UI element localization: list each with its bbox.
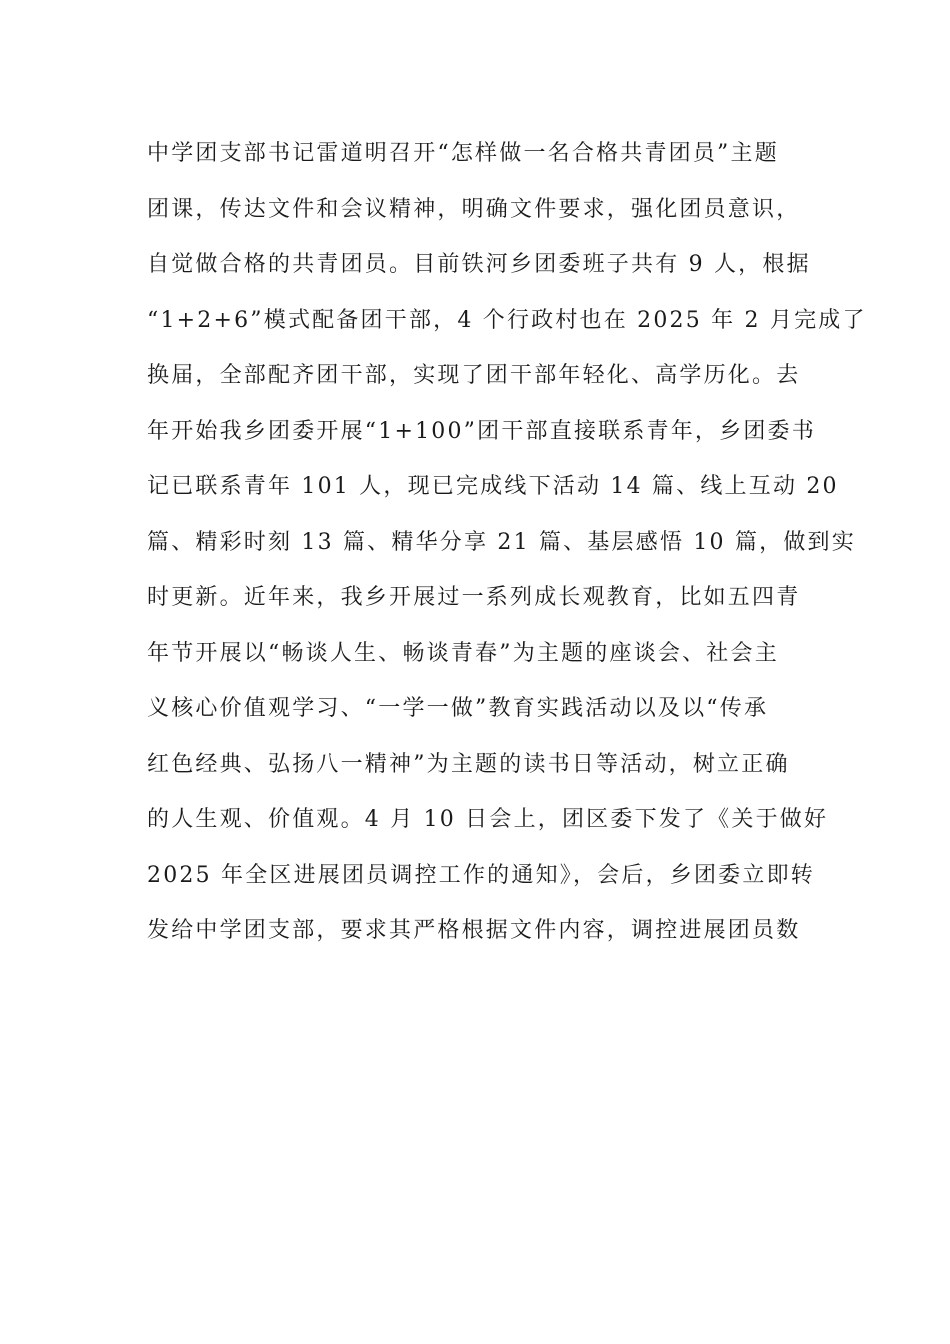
text-line: 自觉做合格的共青团员。目前铁河乡团委班子共有 9 人，根据 [147, 252, 811, 277]
text-line: 义核心价值观学习、“一学一做”教育实践活动以及以“传承 [147, 696, 769, 721]
text-line: 团课，传达文件和会议精神，明确文件要求，强化团员意识， [147, 196, 801, 222]
body-text [147, 126, 867, 959]
text-line: 中学团支部书记雷道明召开“怎样做一名合格共青团员”主题 [147, 141, 779, 166]
text-line: 时更新。近年来，我乡开展过一系列成长观教育，比如五四青 [147, 585, 801, 610]
text-line: 换届，全部配齐团干部，实现了团干部年轻化、高学历化。去 [147, 363, 801, 388]
text-line: 年开始我乡团委开展“1+100”团干部直接联系青年，乡团委书 [147, 418, 816, 444]
text-line: 篇、精彩时刻 13 篇、精华分享 21 篇、基层感悟 10 篇，做到实 [147, 529, 856, 555]
text-line: 2025 年全区进展团员调控工作的通知》，会后，乡团委立即转 [147, 862, 815, 888]
text-line: 记已联系青年 101 人，现已完成线下活动 14 篇、线上互动 20 [147, 474, 839, 499]
text-line: “1+2+6”模式配备团干部，4 个行政村也在 2025 年 2 月完成了 [147, 307, 867, 333]
text-line: 红色经典、弘扬八一精神”为主题的读书日等活动，树立正确 [147, 751, 790, 777]
text-line: 的人生观、价值观。4 月 10 日会上，团区委下发了《关于做好 [147, 807, 829, 832]
text-line: 发给中学团支部，要求其严格根据文件内容，调控进展团员数 [147, 918, 801, 943]
text-line: 年节开展以“畅谈人生、畅谈青春”为主题的座谈会、社会主 [147, 640, 779, 666]
